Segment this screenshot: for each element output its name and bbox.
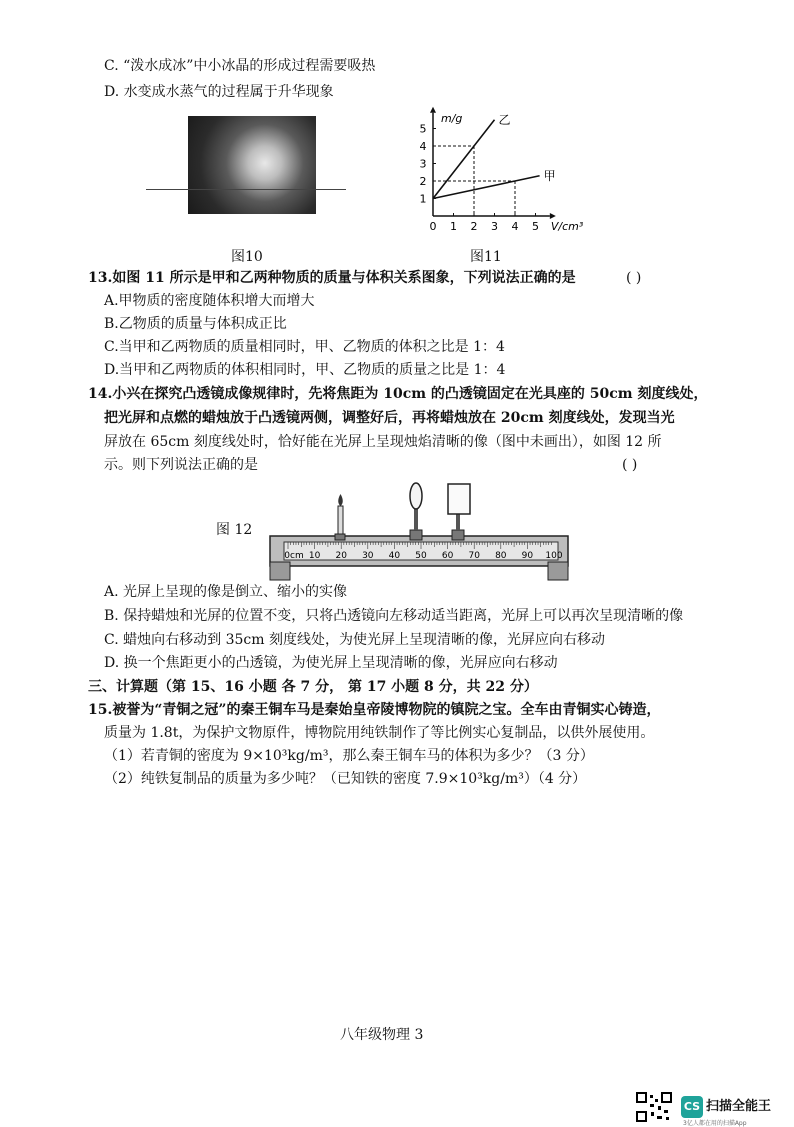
y-tick-label: 3	[419, 157, 427, 171]
bench-tick-label: 30	[362, 551, 374, 561]
app-name: 扫描全能王	[706, 1099, 772, 1114]
app-slogan: 3亿人都在用的扫描App	[683, 1120, 747, 1127]
q14-stem-line2: 把光屏和点燃的蜡烛放于凸透镜两侧，调整好后，再将蜡烛放在 20cm 刻度线处，发现当光	[104, 410, 675, 426]
q14-stem-line4: 示。则下列说法正确的是	[104, 457, 258, 473]
y-tick-label: 1	[419, 192, 427, 206]
fig11-graph	[405, 100, 620, 240]
fig12-caption: 图 12	[216, 522, 253, 538]
section-3-heading: 三、计算题（第 15、16 小题 各 7 分， 第 17 小题 8 分，共 22 分）	[88, 679, 538, 695]
series-label-1: 甲	[543, 168, 556, 183]
q12-option-d: D. 水变成水蒸气的过程属于升华现象	[104, 84, 334, 100]
qr-code-icon	[636, 1092, 672, 1122]
q13-option-a: A.甲物质的密度随体积增大而增大	[104, 293, 315, 309]
y-tick-label: 5	[419, 122, 427, 136]
bench-tick-label: 80	[495, 551, 507, 561]
bench-tick-label: 100	[545, 551, 563, 561]
series-label-0: 乙	[498, 112, 511, 127]
q13-option-b: B.乙物质的质量与体积成正比	[104, 316, 287, 332]
q13-option-c: C.当甲和乙两物质的质量相同时，甲、乙物质的体积之比是 1：4	[104, 339, 505, 355]
x-tick-label: 5	[532, 220, 539, 233]
q12-option-c: C. “泼水成冰”中小冰晶的形成过程需要吸热	[104, 58, 376, 74]
y-tick-label: 2	[419, 175, 427, 188]
q13-option-d: D.当甲和乙两物质的体积相同时，甲、乙物质的质量之比是 1：4	[104, 362, 506, 378]
page-footer: 八年级物理 3	[340, 1027, 424, 1043]
q13-answer-paren: ( )	[626, 270, 642, 286]
light-screen	[448, 484, 470, 540]
q14-stem-line3: 屏放在 65cm 刻度线处时，恰好能在光屏上呈现烛焰清晰的像（图中未画出），如图 12 所	[104, 434, 662, 450]
q15-stem-line1: 15.被誉为“青铜之冠”的秦王铜车马是秦始皇帝陵博物院的镇院之宝。全车由青铜实心铸造，	[88, 702, 661, 718]
app-logo-icon: CS	[681, 1096, 703, 1118]
q14-option-b: B. 保持蜡烛和光屏的位置不变，只将凸透镜向左移动适当距离，光屏上可以再次呈现清晰的像	[104, 608, 684, 624]
y-axis-label: m/g	[441, 112, 463, 125]
q15-sub2: （2）纯铁复制品的质量为多少吨？（已知铁的密度 7.9×10³kg/m³）（4 分）	[104, 771, 587, 787]
bench-tick-label: 70	[468, 551, 480, 561]
bench-tick-label: 10	[308, 551, 321, 561]
q14-option-a: A. 光屏上呈现的像是倒立、缩小的实像	[104, 584, 348, 600]
fig11-caption: 图11	[470, 249, 502, 265]
x-tick-label: 3	[491, 220, 498, 233]
convex-lens	[410, 483, 422, 540]
bench-tick-label: 60	[441, 551, 454, 561]
q15-stem-line2: 质量为 1.8t，为保护文物原件，博物院用纯铁制作了等比例实心复制品，以供外展使用。	[104, 725, 655, 741]
x-axis-arrow	[550, 213, 556, 219]
x-tick-label: 0	[429, 220, 437, 233]
bench-tick-label: 20	[335, 551, 347, 561]
q13-stem: 13.如图 11 所示是甲和乙两种物质的质量与体积关系图象，下列说法正确的是	[88, 270, 576, 286]
q14-option-d: D. 换一个焦距更小的凸透镜，为使光屏上呈现清晰的像，光屏应向右移动	[104, 655, 558, 671]
x-tick-label: 2	[470, 220, 478, 233]
fig10-photo	[188, 116, 316, 214]
fig10-caption: 图10	[231, 249, 263, 265]
q14-answer-paren: ( )	[622, 457, 638, 473]
x-tick-label: 4	[511, 220, 519, 233]
q14-option-c: C. 蜡烛向右移动到 35cm 刻度线处，为使光屏上呈现清晰的像，光屏应向右移动	[104, 632, 605, 648]
bench-tick-label: 40	[388, 551, 401, 561]
bench-tick-label: 0cm	[284, 551, 304, 561]
x-tick-label: 1	[450, 220, 457, 233]
y-axis-arrow	[430, 107, 436, 113]
q15-sub1: （1）若青铜的密度为 9×10³kg/m³，那么秦王铜车马的体积为多少？（3 分）	[104, 748, 594, 764]
q14-stem-line1: 14.小兴在探究凸透镜成像规律时，先将焦距为 10cm 的凸透镜固定在光具座的 50cm 刻度线处，	[88, 386, 708, 402]
y-tick-label: 4	[419, 140, 427, 153]
fig12-optical-bench	[264, 476, 574, 584]
bench-tick-label: 90	[521, 551, 534, 561]
fig10-horizon	[146, 189, 346, 190]
x-axis-label: V/cm³	[550, 220, 584, 233]
candle	[335, 494, 345, 540]
bench-tick-label: 50	[415, 551, 427, 561]
